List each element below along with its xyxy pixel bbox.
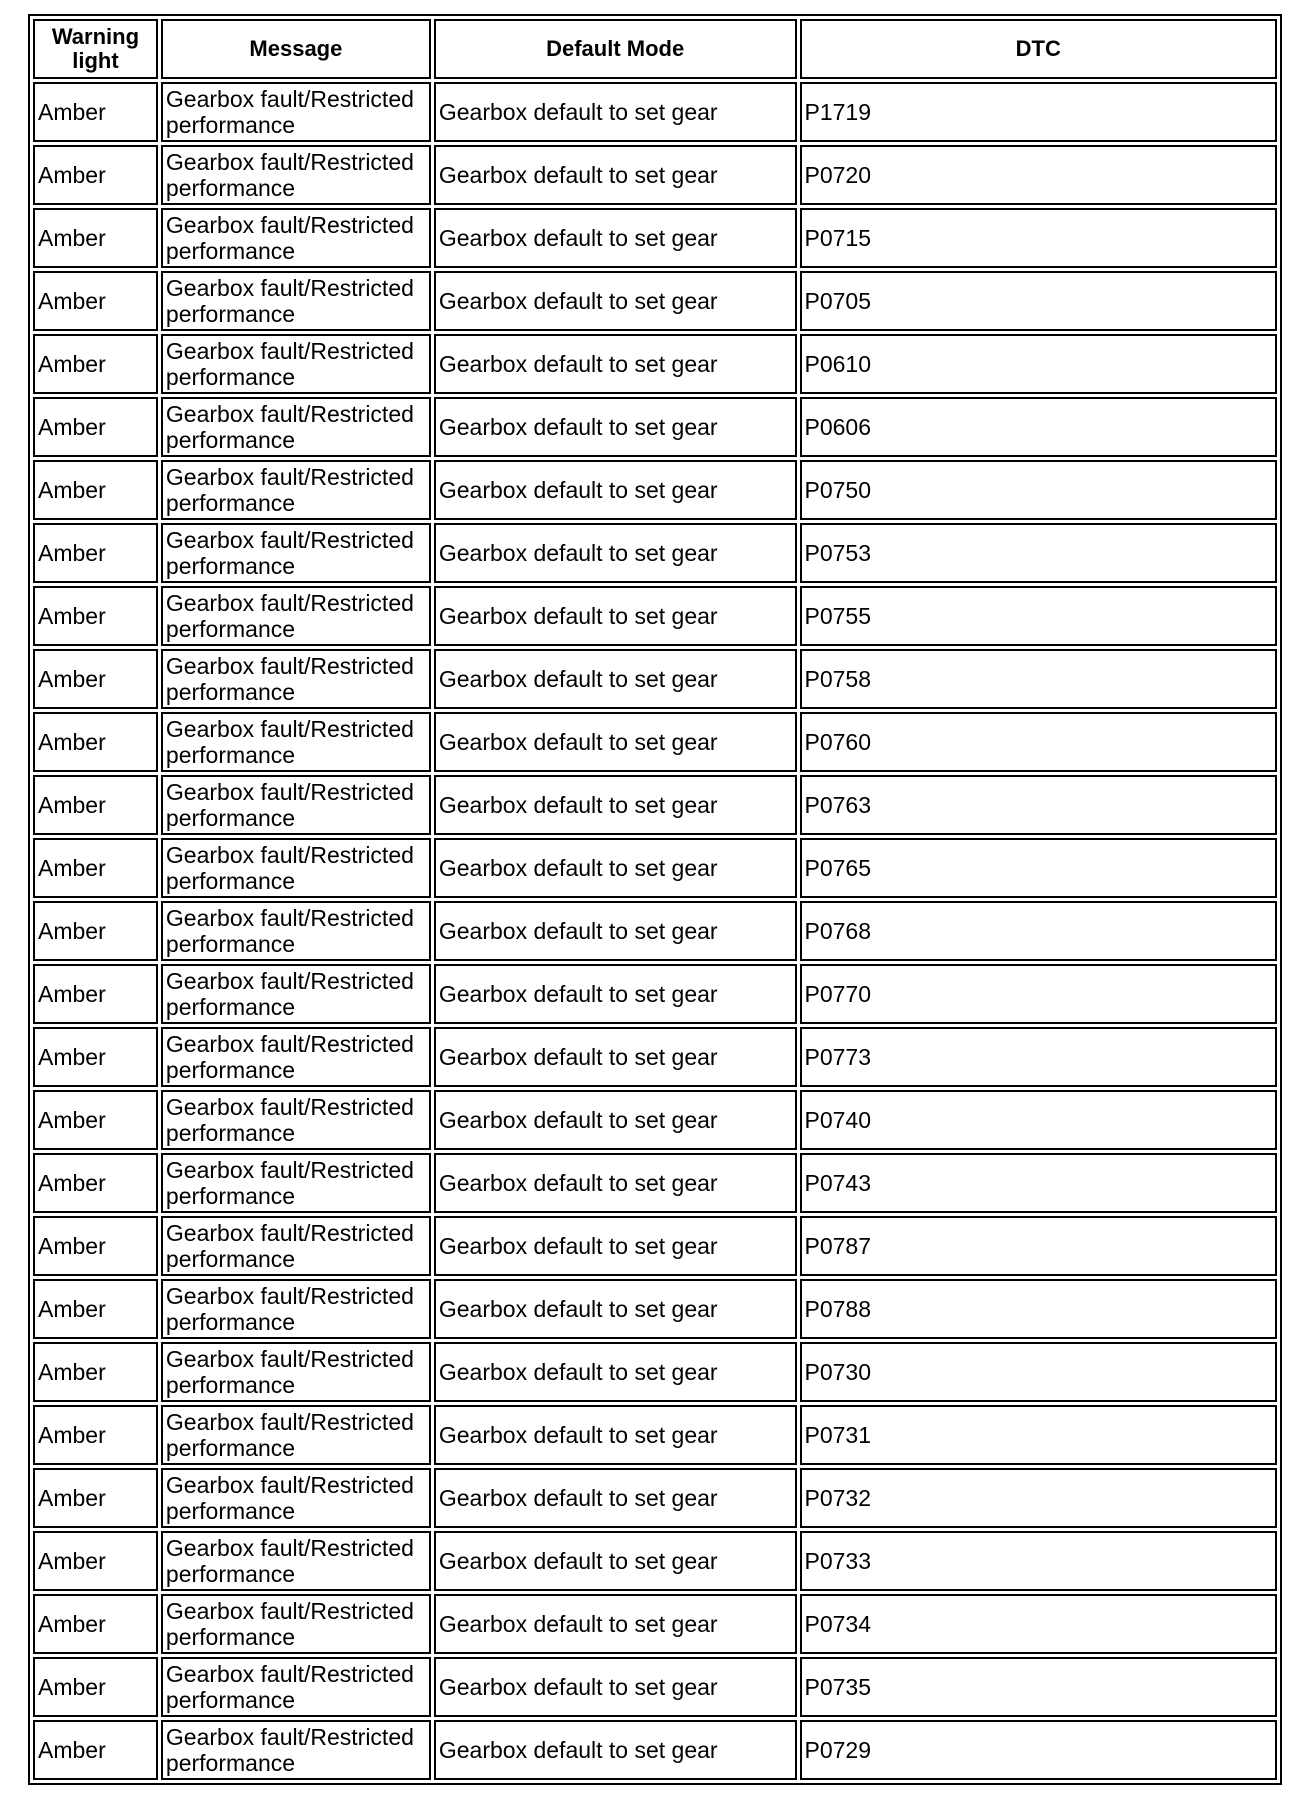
cell-default-mode: Gearbox default to set gear (434, 1216, 797, 1276)
cell-default-mode: Gearbox default to set gear (434, 1279, 797, 1339)
table-row (33, 775, 1277, 835)
table-row (33, 1720, 1277, 1780)
table-row (33, 586, 1277, 646)
cell-warning-light: Amber (33, 1216, 158, 1276)
cell-message: Gearbox fault/Restricted performance (161, 82, 431, 142)
cell-dtc: P0755 (800, 586, 1278, 646)
cell-warning-light: Amber (33, 523, 158, 583)
cell-warning-light: Amber (33, 964, 158, 1024)
cell-default-mode: Gearbox default to set gear (434, 1405, 797, 1465)
cell-warning-light: Amber (33, 145, 158, 205)
cell-warning-light: Amber (33, 1027, 158, 1087)
table-row (33, 1090, 1277, 1150)
table-header (33, 19, 1277, 79)
cell-default-mode: Gearbox default to set gear (434, 334, 797, 394)
cell-dtc: P0787 (800, 1216, 1278, 1276)
table-row (33, 145, 1277, 205)
cell-message: Gearbox fault/Restricted performance (161, 460, 431, 520)
cell-message: Gearbox fault/Restricted performance (161, 1090, 431, 1150)
cell-message: Gearbox fault/Restricted performance (161, 1216, 431, 1276)
table-row (33, 82, 1277, 142)
cell-dtc: P0768 (800, 901, 1278, 961)
table-row (33, 1405, 1277, 1465)
cell-message: Gearbox fault/Restricted performance (161, 523, 431, 583)
cell-default-mode: Gearbox default to set gear (434, 460, 797, 520)
table-row (33, 1531, 1277, 1591)
cell-default-mode: Gearbox default to set gear (434, 1594, 797, 1654)
cell-message: Gearbox fault/Restricted performance (161, 1468, 431, 1528)
cell-dtc: P0720 (800, 145, 1278, 205)
cell-warning-light: Amber (33, 1153, 158, 1213)
cell-dtc: P0733 (800, 1531, 1278, 1591)
cell-default-mode: Gearbox default to set gear (434, 271, 797, 331)
header-default-mode: Default Mode (434, 19, 797, 79)
cell-warning-light: Amber (33, 460, 158, 520)
cell-dtc: P0753 (800, 523, 1278, 583)
cell-message: Gearbox fault/Restricted performance (161, 901, 431, 961)
cell-warning-light: Amber (33, 271, 158, 331)
dtc-table (28, 14, 1282, 1785)
cell-message: Gearbox fault/Restricted performance (161, 964, 431, 1024)
cell-message: Gearbox fault/Restricted performance (161, 712, 431, 772)
cell-dtc: P0705 (800, 271, 1278, 331)
cell-message: Gearbox fault/Restricted performance (161, 397, 431, 457)
cell-dtc: P0715 (800, 208, 1278, 268)
cell-dtc: P0765 (800, 838, 1278, 898)
cell-warning-light: Amber (33, 1594, 158, 1654)
cell-default-mode: Gearbox default to set gear (434, 775, 797, 835)
table-row (33, 1594, 1277, 1654)
cell-dtc: P0750 (800, 460, 1278, 520)
cell-message: Gearbox fault/Restricted performance (161, 334, 431, 394)
cell-message: Gearbox fault/Restricted performance (161, 1720, 431, 1780)
cell-warning-light: Amber (33, 397, 158, 457)
table-row (33, 1468, 1277, 1528)
cell-warning-light: Amber (33, 775, 158, 835)
table-body (33, 82, 1277, 1780)
cell-warning-light: Amber (33, 1090, 158, 1150)
cell-dtc: P0606 (800, 397, 1278, 457)
header-warning-light: Warning light (33, 19, 158, 79)
cell-default-mode: Gearbox default to set gear (434, 145, 797, 205)
cell-dtc: P0760 (800, 712, 1278, 772)
cell-message: Gearbox fault/Restricted performance (161, 145, 431, 205)
cell-default-mode: Gearbox default to set gear (434, 1090, 797, 1150)
cell-message: Gearbox fault/Restricted performance (161, 271, 431, 331)
cell-dtc: P0763 (800, 775, 1278, 835)
table-row (33, 712, 1277, 772)
cell-default-mode: Gearbox default to set gear (434, 208, 797, 268)
table-row (33, 964, 1277, 1024)
cell-default-mode: Gearbox default to set gear (434, 586, 797, 646)
table-row (33, 460, 1277, 520)
table-row (33, 271, 1277, 331)
table-row (33, 901, 1277, 961)
cell-message: Gearbox fault/Restricted performance (161, 1657, 431, 1717)
table-row (33, 1279, 1277, 1339)
cell-warning-light: Amber (33, 901, 158, 961)
cell-dtc: P0770 (800, 964, 1278, 1024)
cell-warning-light: Amber (33, 1531, 158, 1591)
table-row (33, 208, 1277, 268)
cell-dtc: P0734 (800, 1594, 1278, 1654)
cell-message: Gearbox fault/Restricted performance (161, 1027, 431, 1087)
cell-message: Gearbox fault/Restricted performance (161, 1531, 431, 1591)
header-dtc: DTC (800, 19, 1278, 79)
cell-warning-light: Amber (33, 838, 158, 898)
cell-warning-light: Amber (33, 82, 158, 142)
cell-default-mode: Gearbox default to set gear (434, 523, 797, 583)
cell-default-mode: Gearbox default to set gear (434, 901, 797, 961)
cell-default-mode: Gearbox default to set gear (434, 1027, 797, 1087)
cell-message: Gearbox fault/Restricted performance (161, 1153, 431, 1213)
cell-warning-light: Amber (33, 1657, 158, 1717)
header-message: Message (161, 19, 431, 79)
cell-dtc: P0773 (800, 1027, 1278, 1087)
cell-warning-light: Amber (33, 334, 158, 394)
table-row (33, 838, 1277, 898)
cell-dtc: P0740 (800, 1090, 1278, 1150)
cell-default-mode: Gearbox default to set gear (434, 1468, 797, 1528)
cell-message: Gearbox fault/Restricted performance (161, 838, 431, 898)
cell-warning-light: Amber (33, 1405, 158, 1465)
cell-warning-light: Amber (33, 586, 158, 646)
cell-dtc: P0729 (800, 1720, 1278, 1780)
table-row (33, 1657, 1277, 1717)
cell-warning-light: Amber (33, 1279, 158, 1339)
cell-dtc: P0731 (800, 1405, 1278, 1465)
cell-dtc: P0758 (800, 649, 1278, 709)
cell-default-mode: Gearbox default to set gear (434, 82, 797, 142)
cell-default-mode: Gearbox default to set gear (434, 712, 797, 772)
cell-message: Gearbox fault/Restricted performance (161, 586, 431, 646)
table-row (33, 649, 1277, 709)
cell-message: Gearbox fault/Restricted performance (161, 208, 431, 268)
table-row (33, 523, 1277, 583)
cell-message: Gearbox fault/Restricted performance (161, 1405, 431, 1465)
cell-warning-light: Amber (33, 1468, 158, 1528)
cell-dtc: P0730 (800, 1342, 1278, 1402)
cell-default-mode: Gearbox default to set gear (434, 1720, 797, 1780)
cell-default-mode: Gearbox default to set gear (434, 1531, 797, 1591)
cell-dtc: P0735 (800, 1657, 1278, 1717)
document-page (28, 14, 1282, 1785)
cell-dtc: P0732 (800, 1468, 1278, 1528)
cell-warning-light: Amber (33, 649, 158, 709)
cell-dtc: P1719 (800, 82, 1278, 142)
cell-default-mode: Gearbox default to set gear (434, 838, 797, 898)
cell-message: Gearbox fault/Restricted performance (161, 1342, 431, 1402)
cell-default-mode: Gearbox default to set gear (434, 397, 797, 457)
cell-default-mode: Gearbox default to set gear (434, 1153, 797, 1213)
cell-warning-light: Amber (33, 1720, 158, 1780)
cell-warning-light: Amber (33, 1342, 158, 1402)
cell-dtc: P0788 (800, 1279, 1278, 1339)
cell-message: Gearbox fault/Restricted performance (161, 775, 431, 835)
cell-dtc: P0743 (800, 1153, 1278, 1213)
table-row (33, 1027, 1277, 1087)
cell-default-mode: Gearbox default to set gear (434, 1342, 797, 1402)
table-row (33, 397, 1277, 457)
table-row (33, 1153, 1277, 1213)
cell-default-mode: Gearbox default to set gear (434, 964, 797, 1024)
cell-message: Gearbox fault/Restricted performance (161, 649, 431, 709)
table-row (33, 334, 1277, 394)
cell-default-mode: Gearbox default to set gear (434, 1657, 797, 1717)
cell-message: Gearbox fault/Restricted performance (161, 1594, 431, 1654)
header-row (33, 19, 1277, 79)
cell-warning-light: Amber (33, 208, 158, 268)
table-row (33, 1216, 1277, 1276)
table-row (33, 1342, 1277, 1402)
cell-message: Gearbox fault/Restricted performance (161, 1279, 431, 1339)
cell-dtc: P0610 (800, 334, 1278, 394)
cell-warning-light: Amber (33, 712, 158, 772)
cell-default-mode: Gearbox default to set gear (434, 649, 797, 709)
